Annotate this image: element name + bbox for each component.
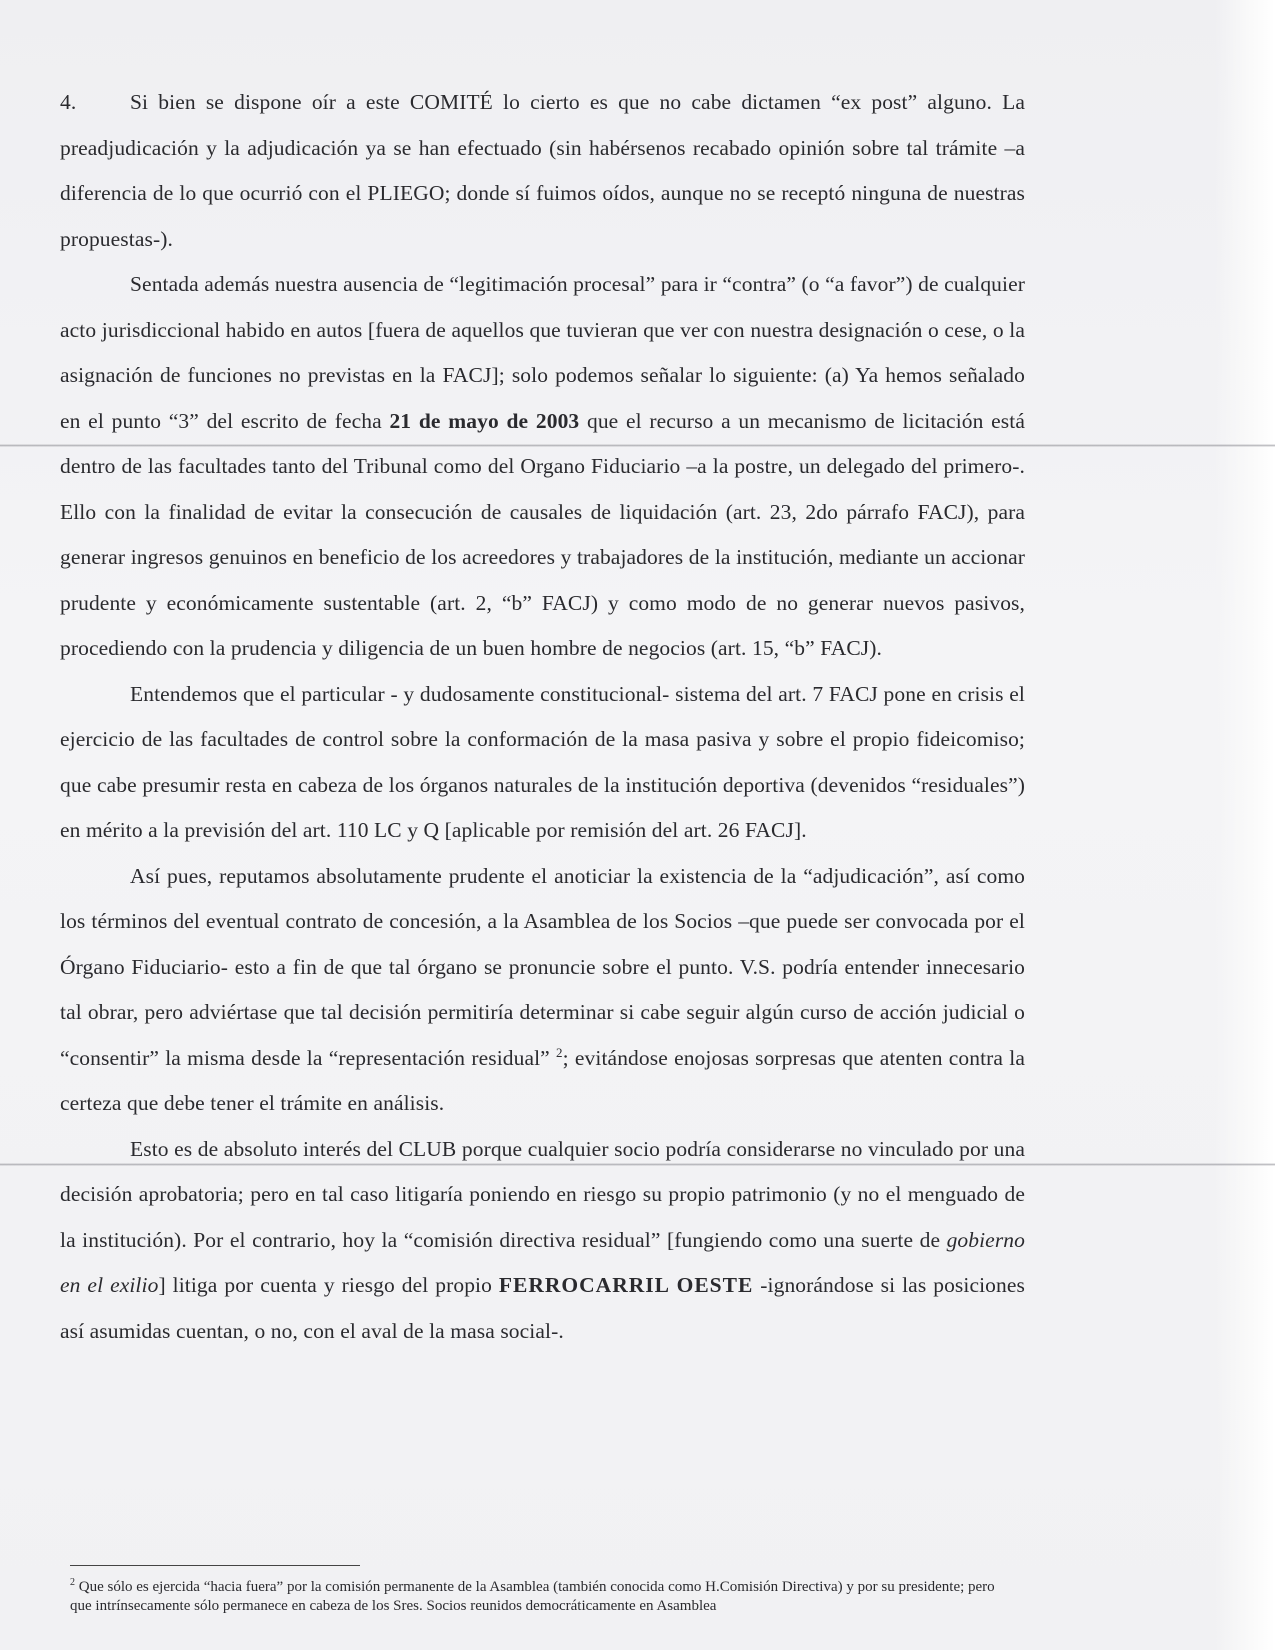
footnote-reference: 2: [556, 1044, 563, 1060]
page-edge-shadow: [1215, 0, 1275, 1650]
paragraph-text: Entendemos que el particular - y dudosamente constitucional- sistema del art. 7 FACJ pone en crisis el ejercicio de las facultades de control sobre la conformación de la masa pasiva y sobre el propio fideicomiso; que cabe presumir resta en cabeza de los órganos naturales de la institución deportiva (devenidos “residuales”) en mérito a la previsión del art. 110 LC y Q [aplicable por remisión del art. 26 FACJ].: [60, 681, 1025, 842]
paragraph-asamblea: [60, 854, 1025, 1127]
document-body: [60, 80, 1025, 1354]
paragraph-legitimacion: [60, 262, 1025, 672]
paragraph-text: Si bien se dispone oír a este COMITÉ lo cierto es que no cabe dictamen “ex post” alguno. La preadjudicación y la adjudicación ya se han efectuado (sin habérsenos recabado opinión sobre tal trámite –a diferencia de lo que ocurrió con el PLIEGO; donde sí fuimos oídos, aunque no se receptó ninguna de nuestras propuestas-).: [60, 90, 1025, 251]
italic-phrase: gobierno en el exilio: [60, 1227, 1025, 1297]
bold-date: 21 de mayo de 2003: [389, 408, 580, 433]
paragraph-sistema-art7: [60, 672, 1025, 854]
paragraph-text: que el recurso a un mecanismo de licitación está dentro de las facultades tanto del Tribunal como del Organo Fiduciario –a la postre, un delegado del primero-. Ello con la finalidad de evitar la consecución de causales de liquidación (art. 23, 2do párrafo FACJ), para generar ingresos genuinos en beneficio de los acreedores y trabajadores de la institución, mediante un accionar prudente y económicamente sustentable (art. 2, “b” FACJ) y como modo de no generar nuevos pasivos, procediendo con la prudencia y diligencia de un buen hombre de negocios (art. 15, “b” FACJ).: [60, 408, 1025, 660]
paragraph-number: 4.: [60, 90, 77, 114]
paragraph-text: ; evitándose enojosas sorpresas que atenten contra la certeza que debe tener el trámite en análisis.: [60, 1045, 1025, 1115]
paragraph-text: Esto es de absoluto interés del CLUB porque cualquier socio podría considerarse no vinculado por una decisión aprobatoria; pero en tal caso litigaría poniendo en riesgo su propio patrimonio (y no el menguado de la institución). Por el contrario, hoy la “comisión directiva residual” [fungiendo como una suerte de: [60, 1136, 1025, 1252]
footnote-text: Que sólo es ejercida “hacia fuera” por la comisión permanente de la Asamblea (también conocida como H.Comisión Directiva) y por su presidente; pero que intrínsecamente sólo permanece en cabeza de los Sres. Socios reunidos democráticamente en Asamblea: [70, 1579, 995, 1614]
paragraph-text: ] litiga por cuenta y riesgo del propio: [158, 1273, 499, 1297]
paragraph-interes-club: [60, 1127, 1025, 1355]
footnote-number: 2: [70, 1577, 75, 1588]
paragraph-4: [60, 80, 1025, 262]
paragraph-text: Así pues, reputamos absolutamente prudente el anoticiar la existencia de la “adjudicación”, así como los términos del eventual contrato de concesión, a la Asamblea de los Socios –que puede ser convocada por el Órgano Fiduciario- esto a fin de que tal órgano se pronuncie sobre el punto. V.S. podría entender innecesario tal obrar, pero adviértase que tal decisión permitiría determinar si cabe seguir algún curso de acción judicial o “consentir” la misma desde la “representación residual”: [60, 863, 1025, 1070]
paragraph-text: -ignorándose si las posiciones así asumidas cuentan, o no, con el aval de la masa social-.: [60, 1273, 1025, 1343]
club-name: FERROCARRIL OESTE: [498, 1273, 754, 1297]
paragraph-text: Sentada además nuestra ausencia de “legitimación procesal” para ir “contra” (o “a favor”) de cualquier acto jurisdiccional habido en autos [fuera de aquellos que tuvieran que ver con nuestra designación o cese, o la asignación de funciones no previstas en la FACJ]; solo podemos señalar lo siguiente: (a) Ya hemos señalado en el punto “3” del escrito de fecha: [60, 272, 1025, 433]
footnote: [70, 1578, 1020, 1616]
footnote-divider: [70, 1565, 360, 1566]
